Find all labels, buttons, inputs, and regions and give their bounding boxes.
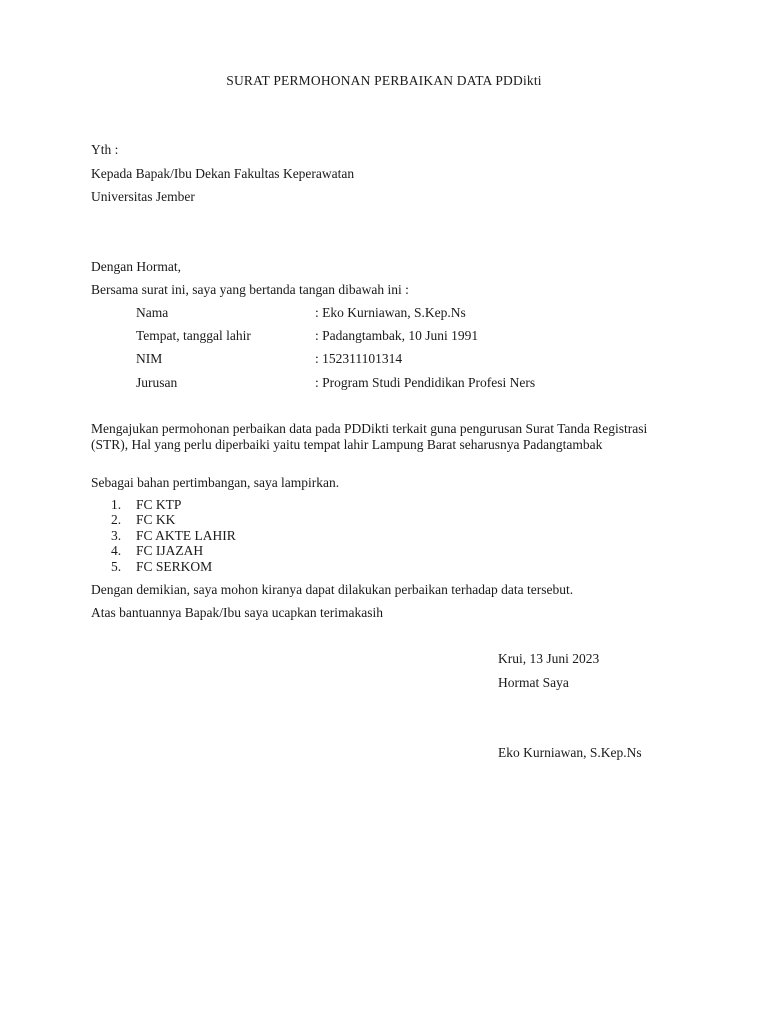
identity-value: : Program Studi Pendidikan Profesi Ners (315, 375, 536, 390)
list-text: FC IJAZAH (136, 543, 204, 559)
recipient-line-1: Kepada Bapak/Ibu Dekan Fakultas Keperawatan (91, 166, 355, 181)
identity-label: Jurusan (136, 375, 178, 390)
list-text: FC KK (136, 512, 176, 528)
identity-label: NIM (136, 351, 163, 366)
identity-value: : 152311101314 (315, 351, 403, 366)
list-text: FC KTP (136, 497, 182, 512)
list-number: 1. (111, 497, 122, 512)
list-number: 2. (111, 512, 122, 528)
list-number: 4. (111, 543, 122, 559)
list-text: FC AKTE LAHIR (136, 527, 236, 543)
identity-value: : Eko Kurniawan, S.Kep.Ns (315, 305, 466, 320)
recipient-yth: Yth : (91, 142, 119, 157)
greeting: Dengan Hormat, (91, 259, 181, 274)
identity-label: Tempat, tanggal lahir (136, 328, 251, 343)
closing-line-1: Dengan demikian, saya mohon kiranya dapat dilakukan perbaikan terhadap data tersebut. (91, 582, 574, 597)
body-paragraph: Mengajukan permohonan perbaikan data pada PDDikti terkait guna pengurusan Surat Tanda Registrasi (STR), Hal yang perlu diperbaiki yaitu tempat lahir Lampung Barat seharusnya Padangtambak (91, 421, 648, 452)
intro-text: Bersama surat ini, saya yang bertanda tangan dibawah ini : (91, 282, 409, 297)
identity-value: : Padangtambak, 10 Juni 1991 (315, 328, 479, 343)
attachments-intro: Sebagai bahan pertimbangan, saya lampirkan. (91, 475, 340, 490)
signature-place-date: Krui, 13 Juni 2023 (498, 651, 600, 666)
signature-name: Eko Kurniawan, S.Kep.Ns (498, 745, 642, 760)
signature-salutation: Hormat Saya (498, 675, 569, 690)
letter-title: SURAT PERMOHONAN PERBAIKAN DATA PDDikti (226, 73, 542, 88)
list-text: FC SERKOM (136, 558, 213, 574)
recipient-line-2: Universitas Jember (91, 189, 195, 204)
list-number: 3. (111, 527, 122, 543)
closing-line-2: Atas bantuannya Bapak/Ibu saya ucapkan terimakasih (91, 605, 384, 620)
list-number: 5. (111, 558, 122, 574)
identity-label: Nama (136, 305, 169, 320)
